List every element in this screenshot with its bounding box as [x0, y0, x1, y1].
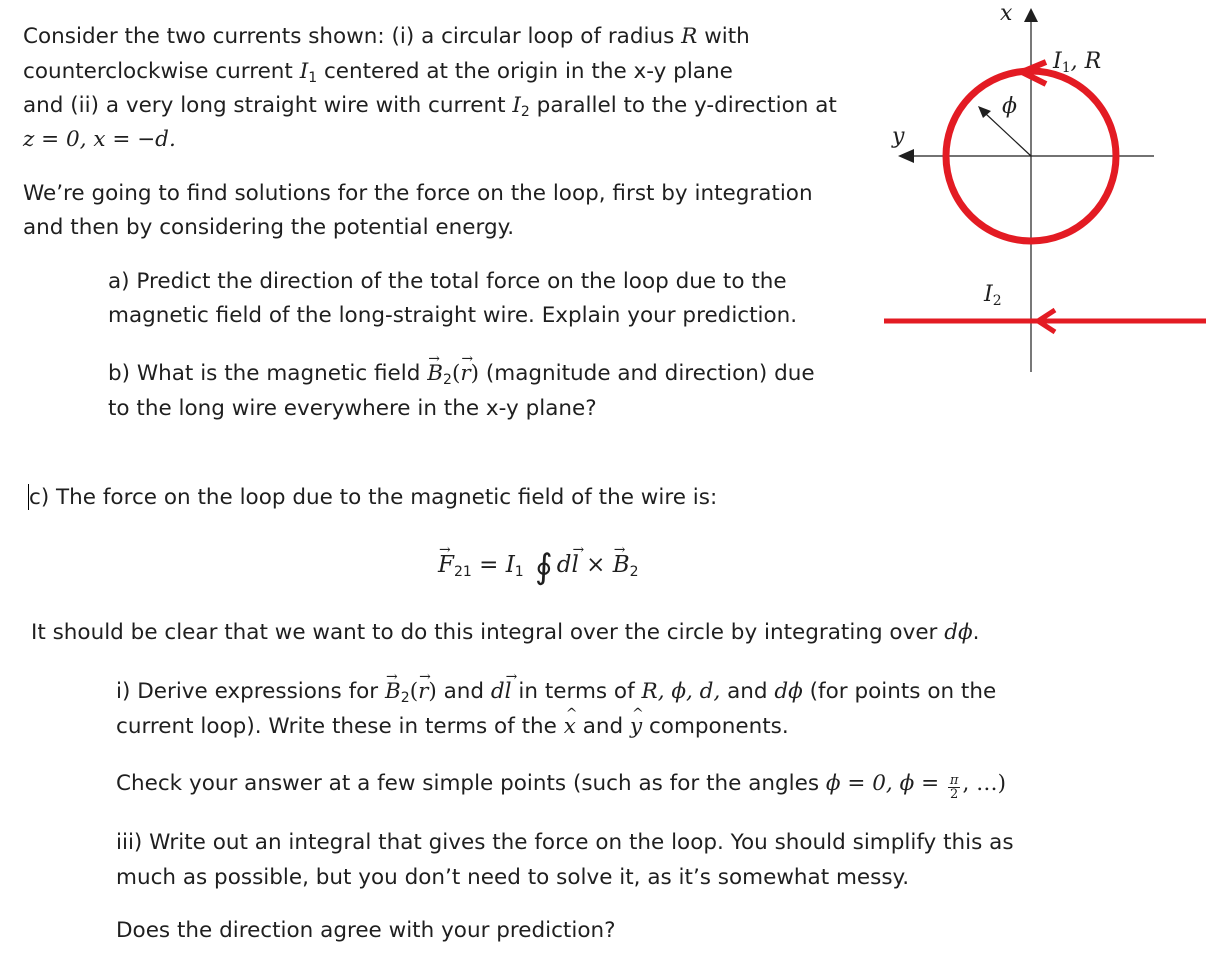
part-c-line-1: c) The force on the loop due to the magnetic field of the wire is:: [29, 485, 718, 510]
final-question: Does the direction agree with your prediction?: [116, 918, 616, 943]
part-a-line-2: magnetic field of the long-straight wire. Explain your prediction.: [108, 303, 798, 328]
radius-line: [986, 114, 1031, 156]
part-a-line-1: a) Predict the direction of the total force on the loop due to the: [108, 269, 787, 294]
part-c-i-line-2: current loop). Write these in terms of the ^ x and ^ y components.: [116, 710, 789, 744]
phi-label: ϕ: [1002, 94, 1017, 119]
intro-line-3: and (ii) a very long straight wire with current $I_2$ parallel to the y-direction at: [23, 93, 837, 120]
part-c-iii-line-2: much as possible, but you don’t need to solve it, as it’s somewhat messy.: [116, 865, 910, 890]
intro-line-1: Consider the two currents shown: (i) a circular loop of radius R with: [23, 24, 750, 49]
part-b-line-1: b) What is the magnetic field → $B_2(\to r)$ (magnitude and direction) due: [108, 357, 815, 397]
intro-line-6: and then by considering the potential energy.: [23, 215, 515, 240]
part-c-i-line-1: i) Derive expressions for → $B_2(\to r)$ and d→ l in terms of R, ϕ, d, and dϕ (for points on the: [116, 675, 996, 715]
part-c-iii-line-1: iii) Write out an integral that gives the force on the loop. You should simplify this as: [116, 830, 1014, 855]
currents-diagram: [870, 0, 1216, 380]
intro-line-5: We’re going to find solutions for the force on the loop, first by integration: [23, 181, 813, 206]
wire-current-label: I2: [984, 282, 1002, 309]
x-axis-label: x: [1000, 1, 1013, 26]
intro-line-2: counterclockwise current $I_1$ centered at the origin in the x-y plane: [23, 59, 733, 86]
contour-integral-sign: ∮: [535, 547, 553, 587]
part-b-line-2: to the long wire everywhere in the x-y plane?: [108, 396, 597, 421]
y-axis-label: y: [892, 124, 905, 149]
intro-line-4: z = 0, x = −d.: [23, 127, 176, 152]
y-axis-arrowhead: [898, 149, 914, 163]
loop-current-label: I1, R: [1053, 49, 1102, 76]
force-equation: → $F_{21} = I_1$ ∮ d→ l × → $B_2$: [438, 548, 639, 589]
x-axis-arrowhead: [1024, 8, 1038, 22]
check-line: Check your answer at a few simple points (such as for the angles ϕ = 0, ϕ = $\frac{\pi}{2}$ , …): [116, 771, 1007, 802]
integration-note: It should be clear that we want to do this integral over the circle by integrating over dϕ.: [31, 620, 980, 645]
pi-over-two-fraction: $\frac{\pi}{2}$: [949, 773, 959, 802]
